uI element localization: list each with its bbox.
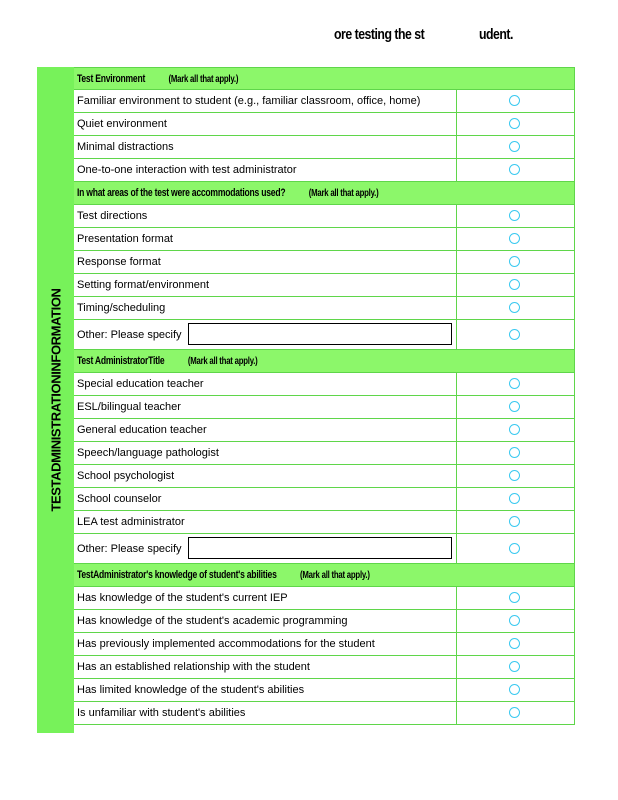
section-header <box>74 564 575 587</box>
checkbox-row <box>74 251 575 274</box>
cell-divider <box>456 228 457 250</box>
section-header-text <box>77 187 378 199</box>
test-administration-form <box>74 67 575 725</box>
cell-divider <box>456 679 457 701</box>
checkbox-row <box>74 90 575 113</box>
option-radio[interactable] <box>509 401 520 412</box>
option-radio[interactable] <box>509 95 520 106</box>
section-header <box>74 67 575 90</box>
cell-divider <box>456 702 457 724</box>
cell-divider <box>456 419 457 441</box>
section-header <box>74 350 575 373</box>
option-label: General education teacher <box>77 424 207 436</box>
checkbox-row <box>74 633 575 656</box>
other-specify-input[interactable] <box>188 537 452 559</box>
cell-divider <box>456 633 457 655</box>
section-header-text <box>77 569 370 581</box>
option-radio[interactable] <box>509 615 520 626</box>
cell-divider <box>456 373 457 395</box>
section-header-text <box>77 355 258 367</box>
section-title: Test Environment <box>77 73 146 85</box>
section-header <box>74 182 575 205</box>
option-label: Response format <box>77 256 161 268</box>
checkbox-row <box>74 373 575 396</box>
option-label: Timing/scheduling <box>77 302 166 314</box>
option-label: Speech/language pathologist <box>77 447 219 459</box>
cell-divider <box>456 396 457 418</box>
option-radio[interactable] <box>509 164 520 175</box>
top-text-right: udent. <box>479 26 513 43</box>
option-radio[interactable] <box>509 279 520 290</box>
checkbox-row <box>74 465 575 488</box>
option-label: Setting format/environment <box>77 279 210 291</box>
checkbox-row <box>74 205 575 228</box>
checkbox-row <box>74 610 575 633</box>
option-radio[interactable] <box>509 118 520 129</box>
cell-divider <box>456 511 457 533</box>
checkbox-row <box>74 511 575 534</box>
section-title: Test AdministratorTitle <box>77 355 165 367</box>
cell-divider <box>456 534 457 563</box>
checkbox-row <box>74 228 575 251</box>
checkbox-row <box>74 274 575 297</box>
option-label: Has knowledge of the student's academic programming <box>77 615 348 627</box>
checkbox-row <box>74 159 575 182</box>
option-radio[interactable] <box>509 210 520 221</box>
option-radio[interactable] <box>509 447 520 458</box>
section-note: (Mark all that apply.) <box>300 570 370 581</box>
cell-divider <box>456 159 457 181</box>
checkbox-row <box>74 656 575 679</box>
section-note: (Mark all that apply.) <box>308 188 379 199</box>
option-radio[interactable] <box>509 543 520 554</box>
cell-divider <box>456 610 457 632</box>
other-specify-input[interactable] <box>188 323 452 345</box>
cell-divider <box>456 136 457 158</box>
checkbox-row <box>74 396 575 419</box>
option-radio[interactable] <box>509 592 520 603</box>
section-note: (Mark all that apply.) <box>187 356 258 367</box>
cell-divider <box>456 274 457 296</box>
option-radio[interactable] <box>509 329 520 340</box>
option-radio[interactable] <box>509 707 520 718</box>
option-label: Presentation format <box>77 233 173 245</box>
cell-divider <box>456 488 457 510</box>
option-label: School psychologist <box>77 470 175 482</box>
checkbox-row <box>74 702 575 725</box>
option-radio[interactable] <box>509 638 520 649</box>
section-title: TestAdministrator's knowledge of student's abilities <box>77 569 277 581</box>
cell-divider <box>456 442 457 464</box>
option-radio[interactable] <box>509 516 520 527</box>
option-label: Special education teacher <box>77 378 204 390</box>
option-label: Test directions <box>77 210 148 222</box>
checkbox-row <box>74 679 575 702</box>
top-text-left: ore testing the st <box>334 26 425 43</box>
cell-divider <box>456 90 457 112</box>
checkbox-row <box>74 113 575 136</box>
option-label: Is unfamiliar with student's abilities <box>77 707 246 719</box>
cell-divider <box>456 251 457 273</box>
option-label: School counselor <box>77 493 162 505</box>
section-note: (Mark all that apply.) <box>168 74 239 85</box>
side-bar <box>37 67 74 733</box>
checkbox-row <box>74 442 575 465</box>
other-specify-row <box>74 320 575 350</box>
cell-divider <box>456 320 457 349</box>
option-label: Has an established relationship with the student <box>77 661 310 673</box>
cell-divider <box>456 465 457 487</box>
checkbox-row <box>74 419 575 442</box>
option-label: One-to-one interaction with test administrator <box>77 164 297 176</box>
option-radio[interactable] <box>509 424 520 435</box>
option-radio[interactable] <box>509 141 520 152</box>
option-label: Has knowledge of the student's current IEP <box>77 592 288 604</box>
checkbox-row <box>74 297 575 320</box>
option-label: Familiar environment to student (e.g., familiar classroom, office, home) <box>77 95 421 107</box>
other-label: Other: Please specify <box>77 543 182 555</box>
cell-divider <box>456 297 457 319</box>
option-label: Minimal distractions <box>77 141 174 153</box>
checkbox-row <box>74 488 575 511</box>
option-radio[interactable] <box>509 470 520 481</box>
section-title: In what areas of the test were accommodations used? <box>77 187 286 199</box>
option-label: Has previously implemented accommodations for the student <box>77 638 375 650</box>
option-radio[interactable] <box>509 661 520 672</box>
option-label: LEA test administrator <box>77 516 185 528</box>
option-radio[interactable] <box>509 493 520 504</box>
cell-divider <box>456 113 457 135</box>
other-specify-row <box>74 534 575 564</box>
section-header-text <box>77 73 238 85</box>
option-radio[interactable] <box>509 233 520 244</box>
option-radio[interactable] <box>509 684 520 695</box>
option-radio[interactable] <box>509 302 520 313</box>
cell-divider <box>456 587 457 609</box>
other-label: Other: Please specify <box>77 329 182 341</box>
option-label: ESL/bilingual teacher <box>77 401 181 413</box>
option-radio[interactable] <box>509 256 520 267</box>
option-radio[interactable] <box>509 378 520 389</box>
cell-divider <box>456 205 457 227</box>
checkbox-row <box>74 587 575 610</box>
cell-divider <box>456 656 457 678</box>
option-label: Quiet environment <box>77 118 167 130</box>
option-label: Has limited knowledge of the student's abilities <box>77 684 305 696</box>
checkbox-row <box>74 136 575 159</box>
side-bar-label: TESTADMINISTRATIONINFORMATION <box>48 288 63 512</box>
